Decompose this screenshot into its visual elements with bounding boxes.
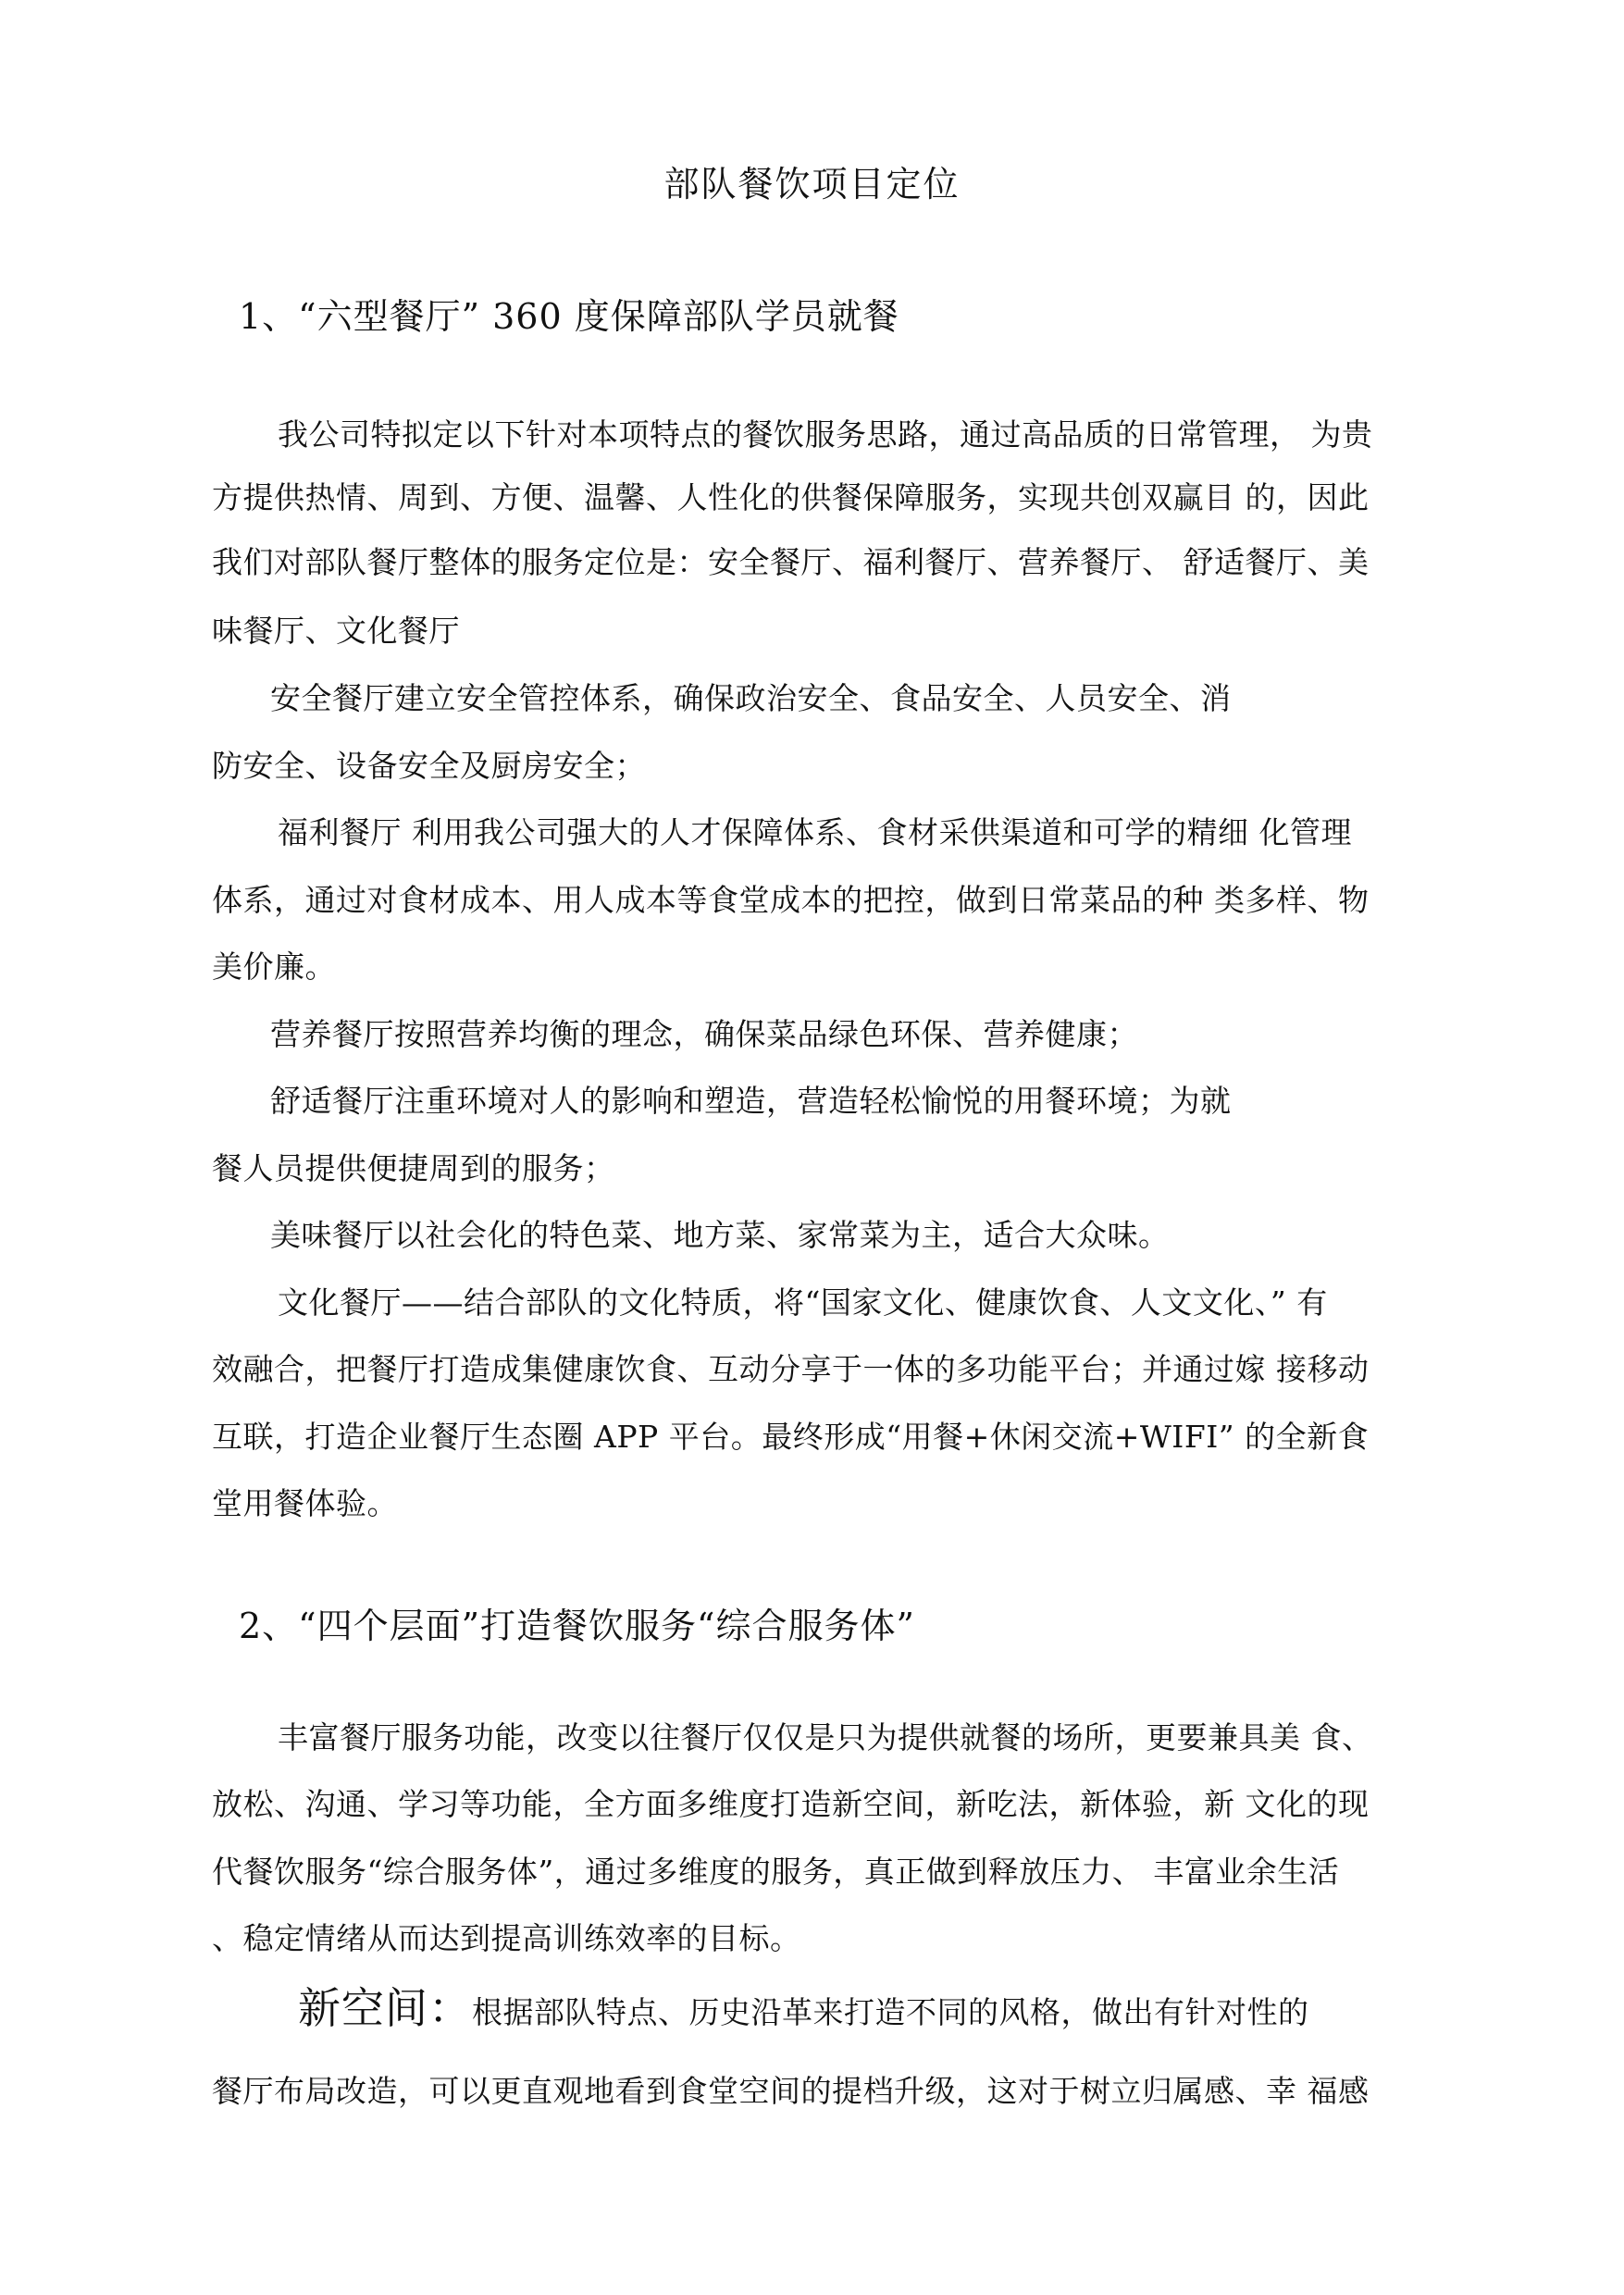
- paragraph-line: 放松、沟通、学习等功能，全方面多维度打造新空间，新吃法，新体验，新 文化的现: [212, 1786, 1370, 1822]
- section-1-heading: 1、“六型餐厅” 360 度保障部队学员就餐: [239, 296, 899, 337]
- paragraph-line: 效融合，把餐厅打造成集健康饮食、互动分享于一体的多功能平台；并通过嫁 接移动: [212, 1351, 1370, 1387]
- paragraph-line: 丰富餐厅服务功能，改变以往餐厅仅仅是只为提供就餐的场所，更要兼具美 食、: [278, 1719, 1373, 1755]
- paragraph-line: 餐厅布局改造，可以更直观地看到食堂空间的提档升级，这对于树立归属感、幸 福感: [212, 2073, 1370, 2109]
- new-space-paragraph: [298, 1983, 1309, 2033]
- paragraph-line: 方提供热情、周到、方便、温馨、人性化的供餐保障服务，实现共创双赢目 的，因此: [212, 479, 1370, 515]
- paragraph-line: 互联，打造企业餐厅生态圈 APP 平台。最终形成“用餐+休闲交流+WIFI” 的全新食: [212, 1419, 1370, 1455]
- paragraph-line: 防安全、设备安全及厨房安全；: [212, 748, 646, 784]
- paragraph-line: 安全餐厅建立安全管控体系，确保政治安全、食品安全、人员安全、消: [270, 680, 1232, 716]
- paragraph-line: 营养餐厅按照营养均衡的理念，确保菜品绿色环保、营养健康；: [270, 1016, 1138, 1052]
- paragraph-line: 文化餐厅——结合部队的文化特质，将“国家文化、健康饮食、人文文化、” 有: [278, 1284, 1328, 1321]
- new-space-text: 根据部队特点、历史沿革来打造不同的风格，做出有针对性的: [472, 1994, 1309, 2030]
- paragraph-line: 美味餐厅以社会化的特色菜、地方菜、家常菜为主，适合大众味。: [270, 1217, 1170, 1253]
- paragraph-line: 体系，通过对食材成本、用人成本等食堂成本的把控，做到日常菜品的种 类多样、物: [212, 882, 1370, 918]
- paragraph-line: 我们对部队餐厅整体的服务定位是：安全餐厅、福利餐厅、营养餐厅、 舒适餐厅、美: [212, 544, 1370, 580]
- paragraph-line: 我公司特拟定以下针对本项特点的餐饮服务思路，通过高品质的日常管理， 为贵: [278, 416, 1373, 453]
- paragraph-line: 舒适餐厅注重环境对人的影响和塑造，营造轻松愉悦的用餐环境；为就: [270, 1083, 1232, 1119]
- new-space-label: 新空间：: [298, 1983, 472, 2033]
- section-2-heading: 2、“四个层面”打造餐饮服务“综合服务体”: [239, 1606, 915, 1646]
- paragraph-line: 餐人员提供便捷周到的服务；: [212, 1150, 615, 1186]
- paragraph-line: 美价廉。: [212, 949, 336, 985]
- paragraph-line: 味餐厅、文化餐厅: [212, 613, 460, 649]
- paragraph-line: 福利餐厅 利用我公司强大的人才保障体系、食材采供渠道和可学的精细 化管理: [278, 814, 1352, 850]
- paragraph-line: 、稳定情绪从而达到提高训练效率的目标。: [212, 1920, 801, 1956]
- page-title: 部队餐饮项目定位: [663, 164, 961, 205]
- paragraph-line: 堂用餐体验。: [212, 1485, 398, 1521]
- paragraph-line: 代餐饮服务“综合服务体”，通过多维度的服务，真正做到释放压力、 丰富业余生活: [212, 1854, 1340, 1890]
